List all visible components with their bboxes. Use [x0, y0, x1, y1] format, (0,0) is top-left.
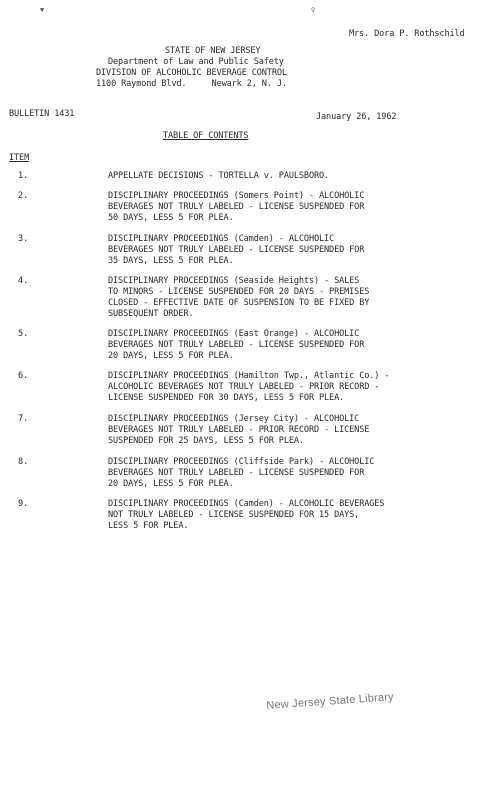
item-number: 9.: [18, 499, 29, 509]
library-stamp: New Jersey State Library: [266, 691, 395, 712]
header-address: 1100 Raymond Blvd. Newark 2, N. J.: [96, 79, 287, 89]
item-text-line: 20 DAYS, LESS 5 FOR PLEA.: [108, 351, 234, 361]
item-text-line: TO MINORS - LICENSE SUSPENDED FOR 20 DAYS - PREMISES: [108, 287, 370, 297]
corner-mark-left: ▼: [40, 6, 45, 14]
item-number: 4.: [18, 276, 29, 286]
bulletin-number: BULLETIN 1431: [9, 109, 75, 119]
item-text-line: BEVERAGES NOT TRULY LABELED - LICENSE SUSPENDED FOR: [108, 245, 365, 255]
item-number: 1.: [18, 171, 29, 181]
item-column-header: ITEM: [9, 153, 30, 163]
item-text-line: LICENSE SUSPENDED FOR 30 DAYS, LESS 5 FOR PLEA.: [108, 393, 345, 403]
item-text-line: BEVERAGES NOT TRULY LABELED - LICENSE SUSPENDED FOR: [108, 340, 365, 350]
item-text-line: DISCIPLINARY PROCEEDINGS (Camden) - ALCOHOLIC: [108, 234, 335, 244]
item-text-line: DISCIPLINARY PROCEEDINGS (Cliffside Park) - ALCOHOLIC: [108, 457, 375, 467]
item-text-line: BEVERAGES NOT TRULY LABELED - PRIOR RECORD - LICENSE: [108, 425, 370, 435]
item-text-line: SUBSEQUENT ORDER.: [108, 309, 194, 319]
item-number: 2.: [18, 191, 29, 201]
toc-title: TABLE OF CONTENTS: [163, 131, 249, 141]
corner-mark-center: ♀: [311, 6, 316, 14]
item-text-line: NOT TRULY LABELED - LICENSE SUSPENDED FOR 15 DAYS,: [108, 510, 360, 520]
item-text-line: BEVERAGES NOT TRULY LABELED - LICENSE SUSPENDED FOR: [108, 202, 365, 212]
item-text-line: 50 DAYS, LESS 5 FOR PLEA.: [108, 213, 234, 223]
item-text-line: CLOSED - EFFECTIVE DATE OF SUSPENSION TO BE FIXED BY: [108, 298, 370, 308]
item-number: 7.: [18, 414, 29, 424]
item-text-line: 20 DAYS, LESS 5 FOR PLEA.: [108, 479, 234, 489]
item-text-line: DISCIPLINARY PROCEEDINGS (Hamilton Twp., Atlantic Co.) -: [108, 371, 390, 381]
item-text-line: DISCIPLINARY PROCEEDINGS (Somers Point) - ALCOHOLIC: [108, 191, 365, 201]
bulletin-date: January 26, 1962: [316, 112, 397, 122]
item-number: 8.: [18, 457, 29, 467]
item-text-line: 35 DAYS, LESS 5 FOR PLEA.: [108, 256, 234, 266]
item-text-line: DISCIPLINARY PROCEEDINGS (Camden) - ALCOHOLIC BEVERAGES: [108, 499, 385, 509]
header-state: STATE OF NEW JERSEY: [165, 46, 261, 56]
header-division: DIVISION OF ALCOHOLIC BEVERAGE CONTROL: [96, 68, 287, 78]
item-text-line: ALCOHOLIC BEVERAGES NOT TRULY LABELED - PRIOR RECORD -: [108, 382, 380, 392]
recipient-name: Mrs. Dora P. Rothschild: [349, 29, 465, 39]
item-text-line: SUSPENDED FOR 25 DAYS, LESS 5 FOR PLEA.: [108, 436, 304, 446]
item-text-line: DISCIPLINARY PROCEEDINGS (Jersey City) - ALCOHOLIC: [108, 414, 360, 424]
item-text-line: APPELLATE DECISIONS - TORTELLA v. PAULSBORO.: [108, 171, 330, 181]
item-number: 3.: [18, 234, 29, 244]
item-text-line: DISCIPLINARY PROCEEDINGS (Seaside Heights) - SALES: [108, 276, 360, 286]
item-text-line: DISCIPLINARY PROCEEDINGS (East Orange) - ALCOHOLIC: [108, 329, 360, 339]
item-text-line: BEVERAGES NOT TRULY LABELED - LICENSE SUSPENDED FOR: [108, 468, 365, 478]
item-number: 6.: [18, 371, 29, 381]
header-department: Department of Law and Public Safety: [108, 57, 284, 67]
item-text-line: LESS 5 FOR PLEA.: [108, 521, 189, 531]
item-number: 5.: [18, 329, 29, 339]
